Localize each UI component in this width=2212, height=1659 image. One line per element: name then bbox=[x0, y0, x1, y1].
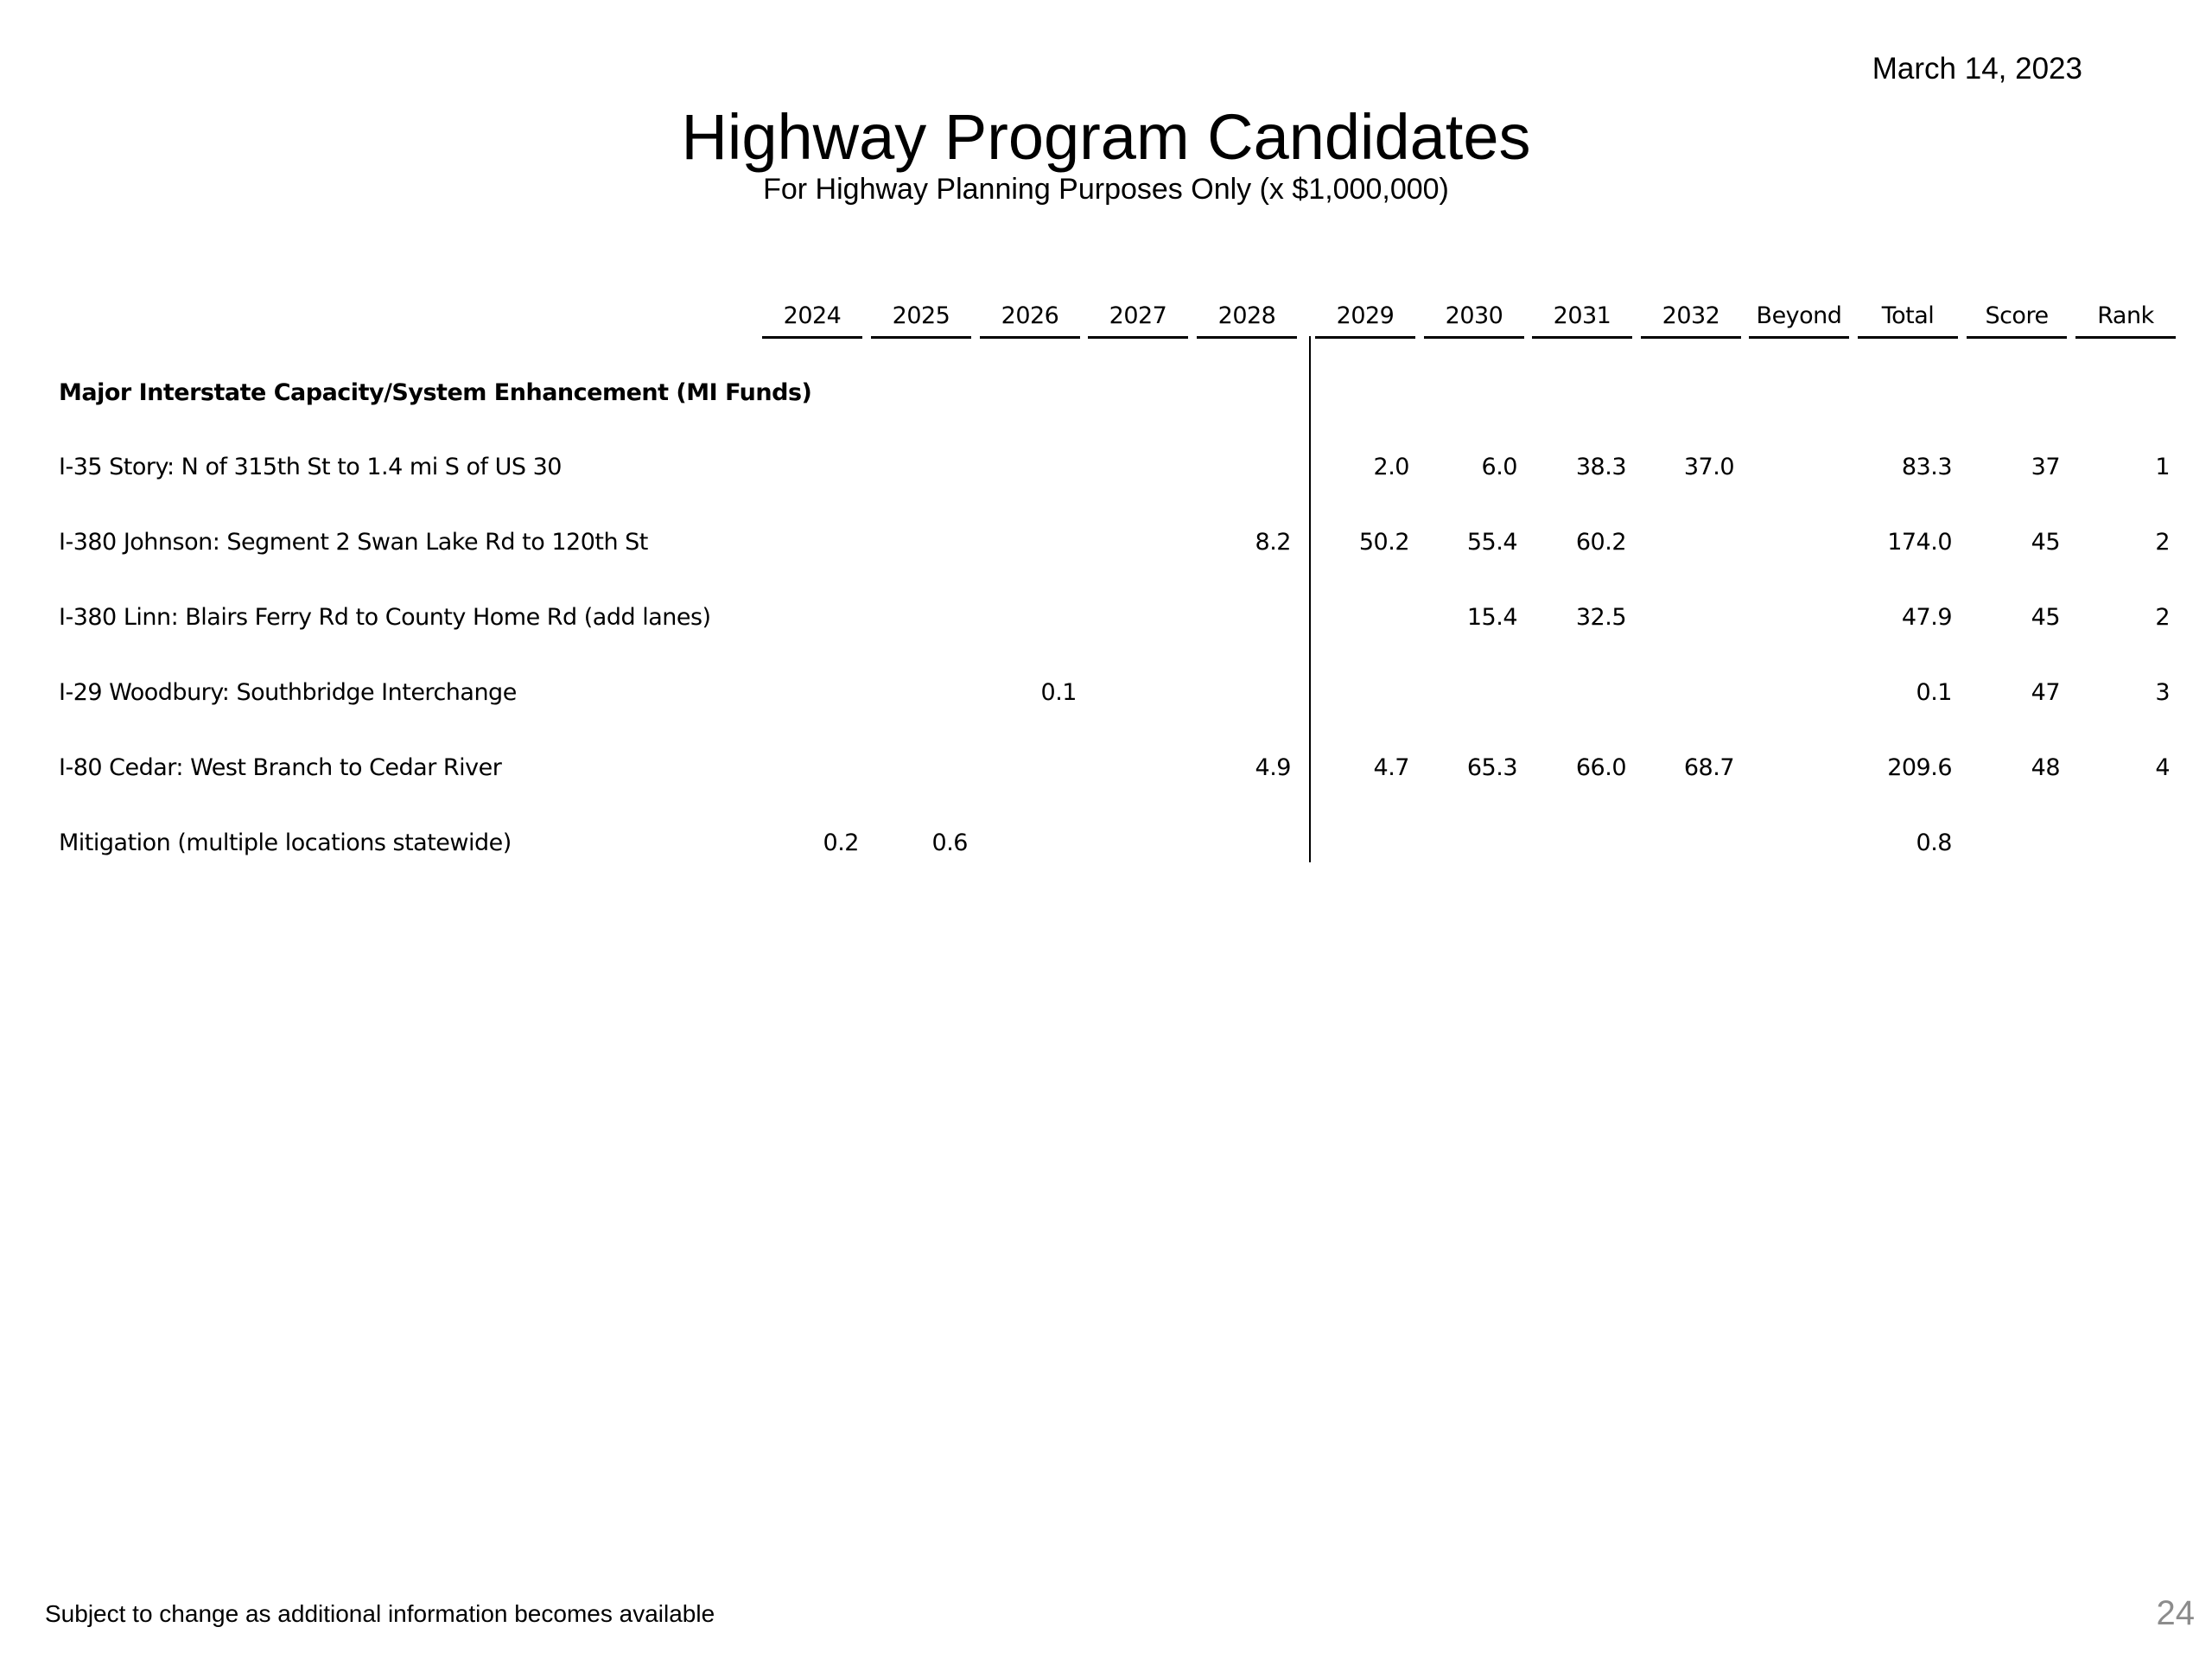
cell-rank: 3 bbox=[2155, 679, 2170, 706]
column-header-2029: 2029 bbox=[1315, 300, 1415, 339]
cell-2030: 55.4 bbox=[1466, 529, 1517, 556]
cell-total: 209.6 bbox=[1887, 754, 1952, 781]
page-title: Highway Program Candidates bbox=[681, 101, 1531, 173]
cell-2029: 50.2 bbox=[1358, 529, 1409, 556]
cell-score: 45 bbox=[2031, 604, 2060, 631]
column-header-rank: Rank bbox=[2075, 300, 2176, 339]
cell-rank: 4 bbox=[2155, 754, 2170, 781]
row-name: I-29 Woodbury: Southbridge Interchange bbox=[59, 679, 517, 706]
column-header-2028: 2028 bbox=[1197, 300, 1297, 339]
cell-2030: 6.0 bbox=[1481, 454, 1517, 480]
cell-2025: 0.6 bbox=[931, 830, 968, 856]
column-header-2025: 2025 bbox=[871, 300, 971, 339]
column-header-total: Total bbox=[1858, 300, 1958, 339]
cell-2032: 37.0 bbox=[1683, 454, 1734, 480]
column-header-2024: 2024 bbox=[762, 300, 862, 339]
section-title: Major Interstate Capacity/System Enhancement (MI Funds) bbox=[59, 379, 812, 406]
cell-2030: 65.3 bbox=[1466, 754, 1517, 781]
cell-score: 48 bbox=[2031, 754, 2060, 781]
row-name: I-35 Story: N of 315th St to 1.4 mi S of US 30 bbox=[59, 454, 562, 480]
cell-score: 45 bbox=[2031, 529, 2060, 556]
cell-2031: 32.5 bbox=[1575, 604, 1626, 631]
cell-2031: 60.2 bbox=[1575, 529, 1626, 556]
cell-2032: 68.7 bbox=[1683, 754, 1734, 781]
cell-2029: 2.0 bbox=[1373, 454, 1409, 480]
cell-2030: 15.4 bbox=[1466, 604, 1517, 631]
cell-total: 0.8 bbox=[1916, 830, 1952, 856]
column-header-2031: 2031 bbox=[1532, 300, 1632, 339]
cell-total: 83.3 bbox=[1901, 454, 1952, 480]
row-name: Mitigation (multiple locations statewide) bbox=[59, 830, 512, 856]
cell-2028: 8.2 bbox=[1255, 529, 1291, 556]
cell-total: 0.1 bbox=[1916, 679, 1952, 706]
report-date: March 14, 2023 bbox=[1872, 52, 2082, 86]
cell-2029: 4.7 bbox=[1373, 754, 1409, 781]
column-header-2027: 2027 bbox=[1088, 300, 1188, 339]
cell-total: 174.0 bbox=[1887, 529, 1952, 556]
cell-2024: 0.2 bbox=[823, 830, 859, 856]
page-number: 24 bbox=[2156, 1594, 2195, 1632]
cell-2031: 38.3 bbox=[1575, 454, 1626, 480]
cell-2028: 4.9 bbox=[1255, 754, 1291, 781]
page-subtitle: For Highway Planning Purposes Only (x $1,000,000) bbox=[763, 173, 1449, 206]
cell-2026: 0.1 bbox=[1040, 679, 1077, 706]
cell-rank: 1 bbox=[2155, 454, 2170, 480]
row-name: I-380 Linn: Blairs Ferry Rd to County Home Rd (add lanes) bbox=[59, 604, 711, 631]
column-header-score: Score bbox=[1967, 300, 2067, 339]
cell-score: 47 bbox=[2031, 679, 2060, 706]
cell-rank: 2 bbox=[2155, 529, 2170, 556]
column-header-2032: 2032 bbox=[1641, 300, 1741, 339]
cell-2031: 66.0 bbox=[1575, 754, 1626, 781]
cell-total: 47.9 bbox=[1901, 604, 1952, 631]
column-header-beyond: Beyond bbox=[1749, 300, 1849, 339]
row-name: I-380 Johnson: Segment 2 Swan Lake Rd to 120th St bbox=[59, 529, 648, 556]
cell-score: 37 bbox=[2031, 454, 2060, 480]
cell-rank: 2 bbox=[2155, 604, 2170, 631]
row-name: I-80 Cedar: West Branch to Cedar River bbox=[59, 754, 502, 781]
column-header-2030: 2030 bbox=[1424, 300, 1524, 339]
column-header-2026: 2026 bbox=[980, 300, 1080, 339]
footer-note: Subject to change as additional information becomes available bbox=[45, 1600, 715, 1627]
